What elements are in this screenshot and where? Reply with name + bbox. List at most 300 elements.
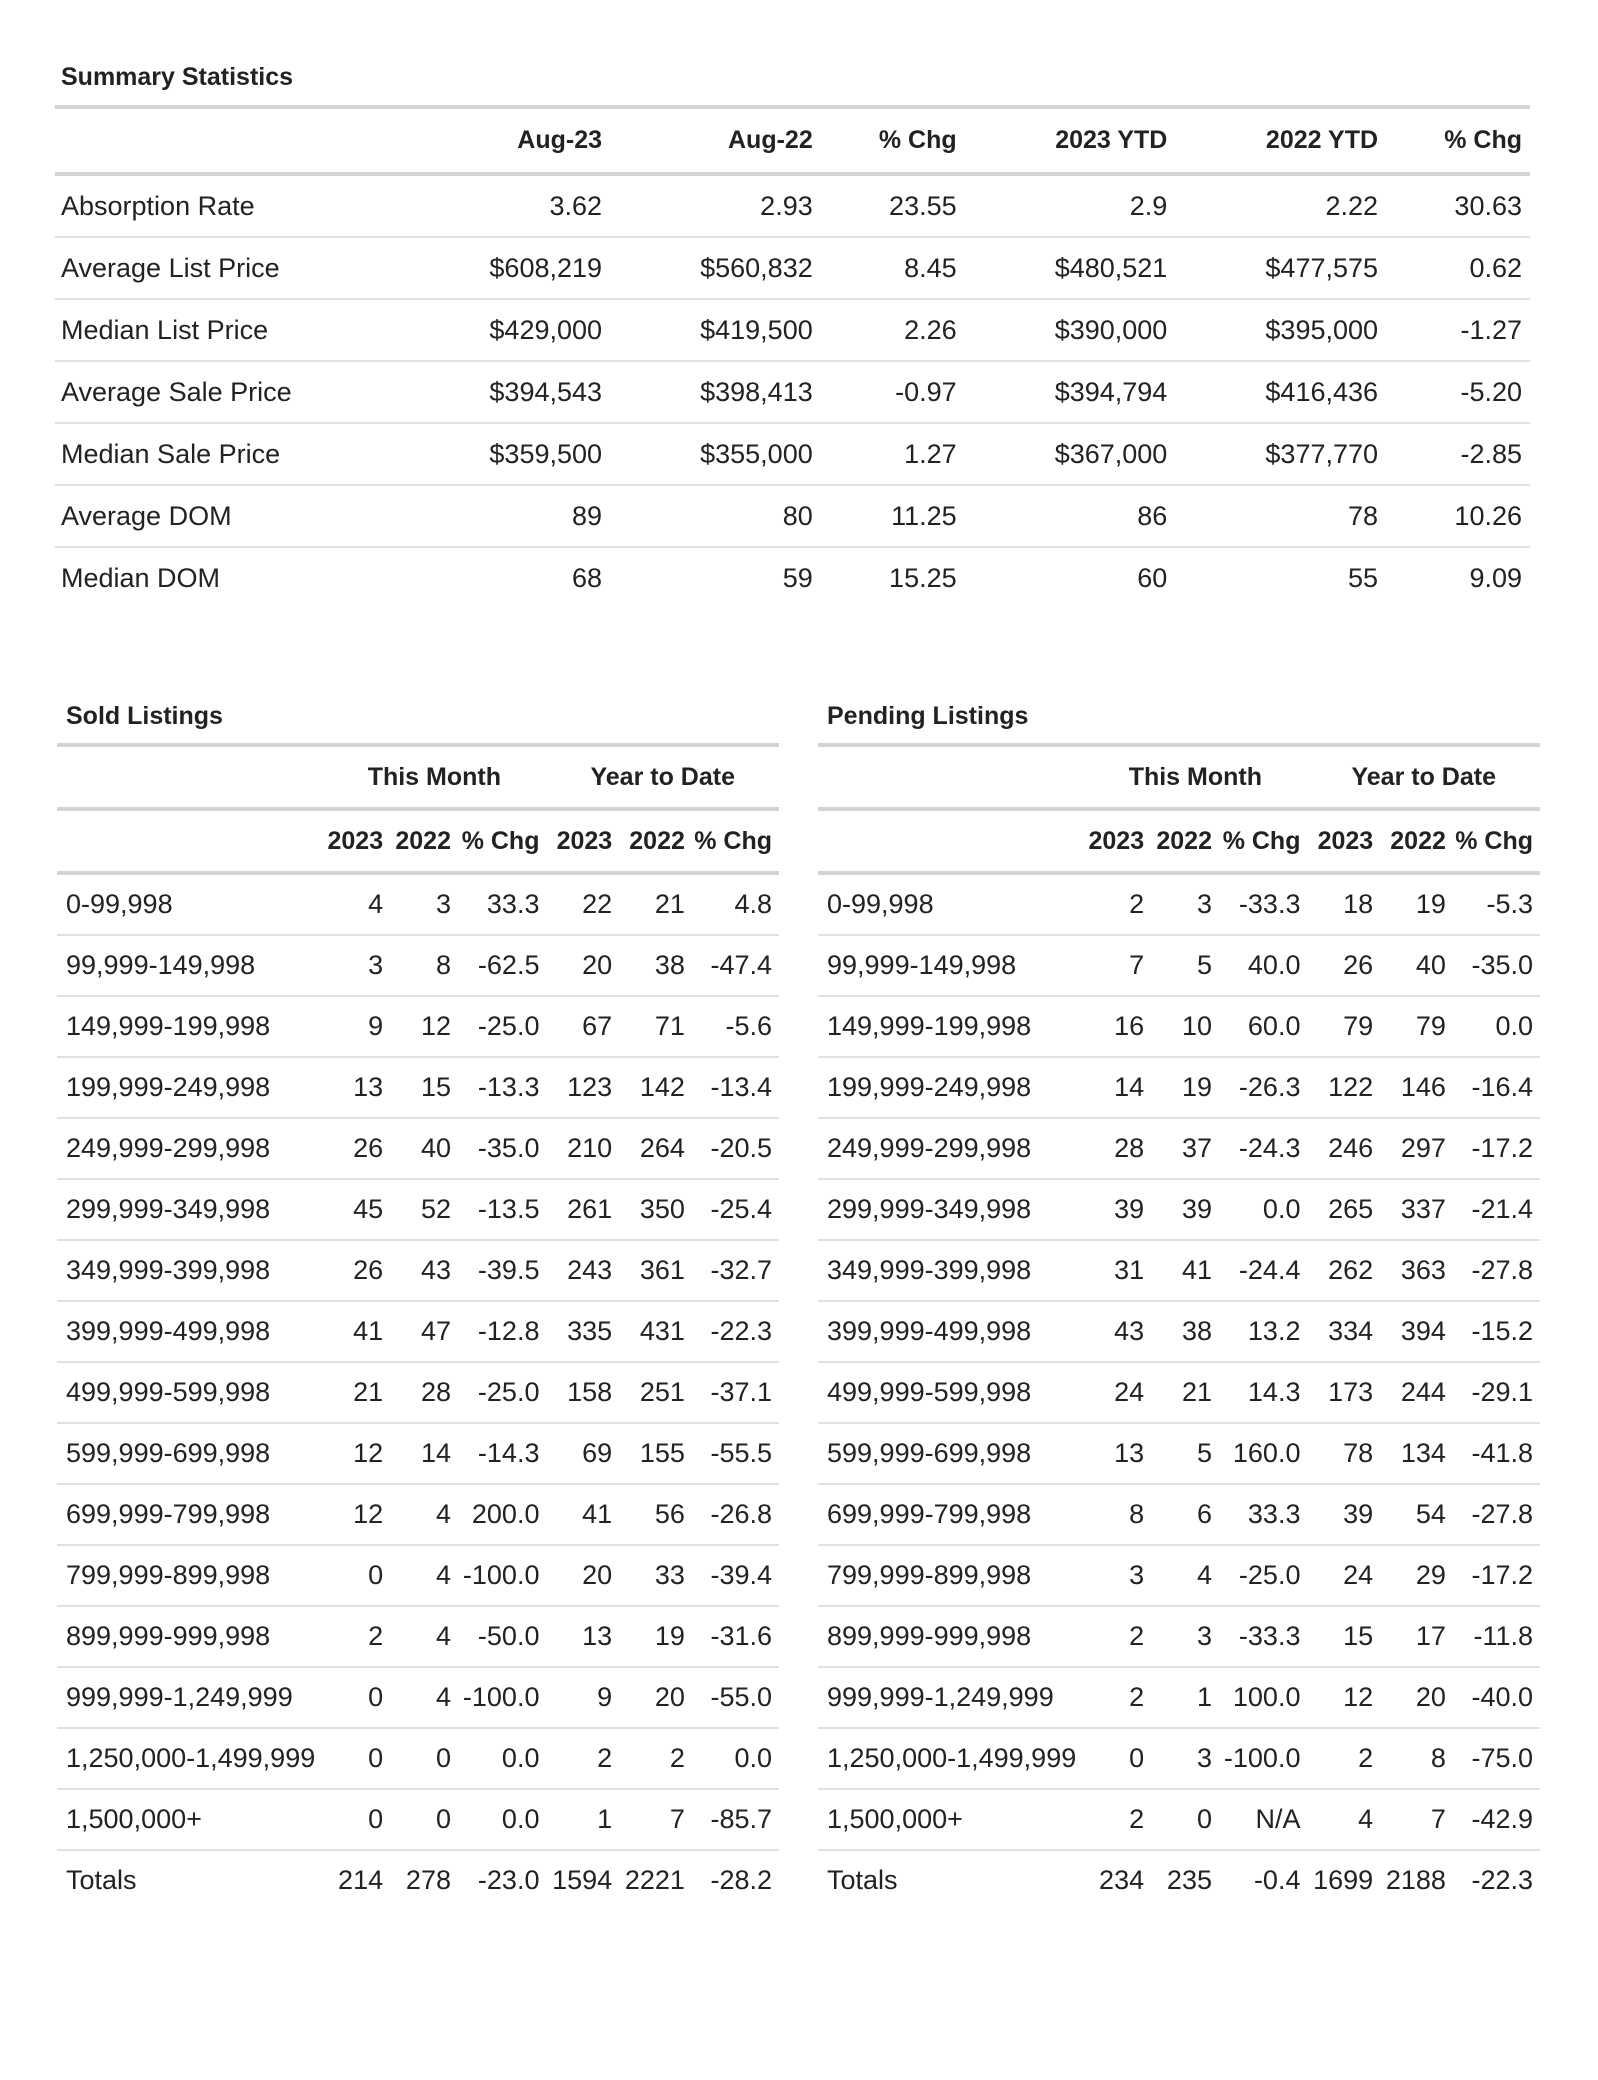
sold-col-header: 2023 xyxy=(322,809,390,873)
sold-cell: 8 xyxy=(390,935,458,996)
sold-row xyxy=(57,873,779,935)
sold-cell: 0 xyxy=(322,1728,390,1789)
pending-cell: 244 xyxy=(1380,1362,1453,1423)
sold-group-row xyxy=(57,745,779,809)
sold-cell: -28.2 xyxy=(710,1865,772,1895)
sold-row-label: 799,999-899,998 xyxy=(57,1545,322,1606)
pending-row-label: 149,999-199,998 xyxy=(818,996,1083,1057)
summary-cell: 23.55 xyxy=(821,174,965,237)
pending-cell: 235 xyxy=(1166,1865,1212,1895)
pending-cell: 234 xyxy=(1099,1865,1145,1895)
summary-cell: $359,500 xyxy=(410,423,610,485)
pending-cell: 39 xyxy=(1151,1179,1219,1240)
sold-cell: -62.5 xyxy=(458,935,546,996)
pending-row-label: 499,999-599,998 xyxy=(818,1362,1083,1423)
sold-cell: 361 xyxy=(619,1240,692,1301)
summary-header-blank xyxy=(55,107,410,174)
sold-cell: -55.5 xyxy=(692,1423,779,1484)
pending-cell: 24 xyxy=(1307,1545,1380,1606)
pending-cell: 100.0 xyxy=(1219,1667,1307,1728)
pending-row-label: 99,999-149,998 xyxy=(818,935,1083,996)
pending-cell: 21 xyxy=(1151,1362,1219,1423)
sold-cell: -23.0 xyxy=(477,1865,540,1895)
pending-cell: -22.3 xyxy=(1471,1865,1533,1895)
sold-cell: 0.0 xyxy=(692,1728,779,1789)
sold-row-label: 699,999-799,998 xyxy=(57,1484,322,1545)
pending-cell: 394 xyxy=(1380,1301,1453,1362)
summary-statistics-table xyxy=(55,105,1530,608)
sold-cell: -37.1 xyxy=(692,1362,779,1423)
sold-cell: 214 xyxy=(338,1865,384,1895)
pending-cell: 12 xyxy=(1307,1667,1380,1728)
summary-header-row xyxy=(55,107,1530,174)
sold-row xyxy=(57,1667,779,1728)
pending-row xyxy=(818,1789,1540,1850)
pending-cell: 3 xyxy=(1151,1728,1219,1789)
sold-cell: 26 xyxy=(322,1240,390,1301)
summary-cell: -2.85 xyxy=(1386,423,1530,485)
sold-cell: 52 xyxy=(390,1179,458,1240)
sold-cell: 40 xyxy=(390,1118,458,1179)
sold-cell: -20.5 xyxy=(692,1118,779,1179)
sold-row xyxy=(57,1301,779,1362)
summary-cell: $477,575 xyxy=(1175,237,1386,299)
sold-cell: 431 xyxy=(619,1301,692,1362)
pending-cell: 39 xyxy=(1307,1484,1380,1545)
pending-cell: 6 xyxy=(1151,1484,1219,1545)
pending-col-header: % Chg xyxy=(1219,809,1307,873)
pending-cell: 18 xyxy=(1307,873,1380,935)
pending-cell: -16.4 xyxy=(1453,1057,1540,1118)
sold-cell: -50.0 xyxy=(458,1606,546,1667)
sold-cell: 33 xyxy=(619,1545,692,1606)
pending-cell: 13.2 xyxy=(1219,1301,1307,1362)
pending-cell: -21.4 xyxy=(1453,1179,1540,1240)
sold-cell: 123 xyxy=(546,1057,619,1118)
sold-cell: 158 xyxy=(546,1362,619,1423)
pending-listings-title: Pending Listings xyxy=(827,702,1029,730)
pending-header-blank xyxy=(818,809,1083,873)
sold-cell: -25.4 xyxy=(692,1179,779,1240)
sold-row-label: 899,999-999,998 xyxy=(57,1606,322,1667)
sold-col-header: % Chg xyxy=(692,809,779,873)
sold-cell: 21 xyxy=(619,873,692,935)
sold-cell: -100.0 xyxy=(458,1667,546,1728)
sold-row-label: 299,999-349,998 xyxy=(57,1179,322,1240)
sold-cell: 9 xyxy=(322,996,390,1057)
sold-cell: 12 xyxy=(322,1423,390,1484)
pending-cell: -24.3 xyxy=(1219,1118,1307,1179)
pending-group-header: This Month xyxy=(1083,745,1307,809)
pending-cell: 38 xyxy=(1151,1301,1219,1362)
pending-cell: 8 xyxy=(1380,1728,1453,1789)
sold-cell: 4 xyxy=(322,873,390,935)
sold-cell: 47 xyxy=(390,1301,458,1362)
sold-cell: -31.6 xyxy=(692,1606,779,1667)
pending-cell: -0.4 xyxy=(1253,1865,1301,1895)
pending-cell: 2 xyxy=(1083,1667,1151,1728)
pending-row xyxy=(818,1240,1540,1301)
pending-cell: 173 xyxy=(1307,1362,1380,1423)
pending-cell: -42.9 xyxy=(1453,1789,1540,1850)
summary-row-label: Median Sale Price xyxy=(55,423,410,485)
summary-row-label: Average DOM xyxy=(55,485,410,547)
summary-cell: 11.25 xyxy=(821,485,965,547)
pending-cell: -17.2 xyxy=(1453,1118,1540,1179)
pending-row xyxy=(818,1606,1540,1667)
pending-cell: 2 xyxy=(1307,1728,1380,1789)
summary-row xyxy=(55,237,1530,299)
sold-cell: 0 xyxy=(390,1789,458,1850)
sold-cell: -47.4 xyxy=(692,935,779,996)
sold-cell: 1 xyxy=(546,1789,619,1850)
pending-cell: 14 xyxy=(1083,1057,1151,1118)
summary-row-label: Absorption Rate xyxy=(55,174,410,237)
sold-row-label: 1,500,000+ xyxy=(57,1789,322,1850)
pending-cell: 4 xyxy=(1307,1789,1380,1850)
sold-cell: -5.6 xyxy=(692,996,779,1057)
pending-cell: 54 xyxy=(1380,1484,1453,1545)
sold-cell: -39.5 xyxy=(458,1240,546,1301)
sold-col-header: 2023 xyxy=(546,809,619,873)
sold-row-label: 249,999-299,998 xyxy=(57,1118,322,1179)
pending-cell: 39 xyxy=(1083,1179,1151,1240)
pending-cell: N/A xyxy=(1219,1789,1307,1850)
sold-row-label: 1,250,000-1,499,999 xyxy=(57,1728,322,1789)
sold-cell: 12 xyxy=(390,996,458,1057)
pending-row xyxy=(818,1179,1540,1240)
pending-row xyxy=(818,1362,1540,1423)
sold-cell: 3 xyxy=(322,935,390,996)
sold-cell: -13.5 xyxy=(458,1179,546,1240)
sold-header-blank xyxy=(57,809,322,873)
sold-cell: 56 xyxy=(619,1484,692,1545)
sold-cell: 21 xyxy=(322,1362,390,1423)
pending-cell: 33.3 xyxy=(1219,1484,1307,1545)
sold-cell: 15 xyxy=(390,1057,458,1118)
pending-cell: 15 xyxy=(1307,1606,1380,1667)
pending-cell: -17.2 xyxy=(1453,1545,1540,1606)
summary-cell: 10.26 xyxy=(1386,485,1530,547)
pending-cell: 26 xyxy=(1307,935,1380,996)
pending-cell: 19 xyxy=(1380,873,1453,935)
sold-row xyxy=(57,1118,779,1179)
sold-cell: 4 xyxy=(390,1484,458,1545)
sold-row xyxy=(57,1728,779,1789)
sold-cell: 0 xyxy=(322,1789,390,1850)
sold-cell: 12 xyxy=(322,1484,390,1545)
pending-row xyxy=(818,1057,1540,1118)
pending-totals-row xyxy=(818,1850,1540,1910)
sold-cell: 13 xyxy=(322,1057,390,1118)
summary-cell: 89 xyxy=(410,485,610,547)
pending-cell: 265 xyxy=(1307,1179,1380,1240)
summary-cell: 2.9 xyxy=(965,174,1176,237)
pending-row-label: 699,999-799,998 xyxy=(818,1484,1083,1545)
summary-col-header: % Chg xyxy=(821,107,965,174)
pending-row xyxy=(818,1484,1540,1545)
pending-row xyxy=(818,1728,1540,1789)
sold-cell: 33.3 xyxy=(458,873,546,935)
summary-col-header: % Chg xyxy=(1386,107,1530,174)
summary-cell: 68 xyxy=(571,562,603,593)
summary-cell: $377,770 xyxy=(1175,423,1386,485)
pending-col-header: 2022 xyxy=(1151,809,1219,873)
pending-row-label: 299,999-349,998 xyxy=(818,1179,1083,1240)
sold-cell: 200.0 xyxy=(458,1484,546,1545)
sold-listings-table xyxy=(57,743,779,1910)
sold-cell: 251 xyxy=(619,1362,692,1423)
sold-col-header: 2022 xyxy=(619,809,692,873)
summary-row xyxy=(55,174,1530,237)
sold-cell: 14 xyxy=(390,1423,458,1484)
sold-cell: 13 xyxy=(546,1606,619,1667)
summary-cell: 80 xyxy=(610,485,821,547)
pending-cell: 134 xyxy=(1380,1423,1453,1484)
sold-cell: 264 xyxy=(619,1118,692,1179)
pending-cell: 14.3 xyxy=(1219,1362,1307,1423)
pending-cell: -5.3 xyxy=(1453,873,1540,935)
pending-cell: 1 xyxy=(1151,1667,1219,1728)
pending-row-label: 599,999-699,998 xyxy=(818,1423,1083,1484)
sold-cell: 278 xyxy=(405,1865,451,1895)
summary-cell: $398,413 xyxy=(610,361,821,423)
sold-cell: -25.0 xyxy=(458,1362,546,1423)
sold-row-label: 499,999-599,998 xyxy=(57,1362,322,1423)
pending-cell: 10 xyxy=(1151,996,1219,1057)
pending-cell: 0.0 xyxy=(1219,1179,1307,1240)
sold-listings-title: Sold Listings xyxy=(66,702,223,730)
sold-cell: -25.0 xyxy=(458,996,546,1057)
sold-cell: 19 xyxy=(619,1606,692,1667)
pending-row-label: Totals xyxy=(827,1865,898,1895)
pending-cell: 13 xyxy=(1083,1423,1151,1484)
pending-col-header: 2022 xyxy=(1380,809,1453,873)
sold-row-label: 599,999-699,998 xyxy=(57,1423,322,1484)
summary-row xyxy=(55,485,1530,547)
summary-cell: 86 xyxy=(965,485,1176,547)
summary-row xyxy=(55,299,1530,361)
sold-cell: 20 xyxy=(619,1667,692,1728)
sold-cell: 0.0 xyxy=(458,1728,546,1789)
sold-cell: 0 xyxy=(390,1728,458,1789)
pending-cell: 0 xyxy=(1151,1789,1219,1850)
pending-cell: -33.3 xyxy=(1219,873,1307,935)
sold-cell: 335 xyxy=(546,1301,619,1362)
sold-row xyxy=(57,996,779,1057)
pending-cell: 4 xyxy=(1151,1545,1219,1606)
summary-cell: $419,500 xyxy=(610,299,821,361)
pending-row-label: 399,999-499,998 xyxy=(818,1301,1083,1362)
summary-cell: 78 xyxy=(1175,485,1386,547)
pending-cell: 60.0 xyxy=(1219,996,1307,1057)
pending-cell: 19 xyxy=(1151,1057,1219,1118)
pending-row-label: 1,500,000+ xyxy=(818,1789,1083,1850)
summary-cell: $608,219 xyxy=(410,237,610,299)
pending-cell: -33.3 xyxy=(1219,1606,1307,1667)
sold-cell: -12.8 xyxy=(458,1301,546,1362)
pending-cell: -11.8 xyxy=(1453,1606,1540,1667)
sold-cell: 0.0 xyxy=(458,1789,546,1850)
pending-row-label: 249,999-299,998 xyxy=(818,1118,1083,1179)
summary-cell: $560,832 xyxy=(610,237,821,299)
summary-cell: 2.22 xyxy=(1175,174,1386,237)
summary-col-header: Aug-22 xyxy=(610,107,821,174)
sold-cell: -13.4 xyxy=(692,1057,779,1118)
pending-cell: 246 xyxy=(1307,1118,1380,1179)
summary-cell: 9.09 xyxy=(1469,562,1522,593)
pending-cell: 28 xyxy=(1083,1118,1151,1179)
sold-row-label: 399,999-499,998 xyxy=(57,1301,322,1362)
sold-cell: -32.7 xyxy=(692,1240,779,1301)
sold-cell: 4 xyxy=(390,1667,458,1728)
sold-cell: 41 xyxy=(322,1301,390,1362)
pending-cell: 16 xyxy=(1083,996,1151,1057)
sold-cell: -22.3 xyxy=(692,1301,779,1362)
summary-cell: $429,000 xyxy=(410,299,610,361)
sold-cell: 26 xyxy=(322,1118,390,1179)
pending-cell: 40.0 xyxy=(1219,935,1307,996)
sold-row xyxy=(57,935,779,996)
pending-cell: -24.4 xyxy=(1219,1240,1307,1301)
summary-col-header: 2022 YTD xyxy=(1175,107,1386,174)
pending-row-label: 1,250,000-1,499,999 xyxy=(818,1728,1083,1789)
pending-header-row xyxy=(818,809,1540,873)
pending-row xyxy=(818,873,1540,935)
sold-cell: -14.3 xyxy=(458,1423,546,1484)
summary-row-label: Median DOM xyxy=(61,562,221,593)
sold-header-row xyxy=(57,809,779,873)
sold-col-header: 2022 xyxy=(390,809,458,873)
pending-group-header: Year to Date xyxy=(1307,745,1540,809)
pending-row-label: 199,999-249,998 xyxy=(818,1057,1083,1118)
summary-row-label: Median List Price xyxy=(55,299,410,361)
sold-row-label: Totals xyxy=(66,1865,137,1895)
pending-cell: -29.1 xyxy=(1453,1362,1540,1423)
pending-row-label: 0-99,998 xyxy=(818,873,1083,935)
summary-cell: -1.27 xyxy=(1386,299,1530,361)
sold-cell: 2 xyxy=(619,1728,692,1789)
pending-cell: 337 xyxy=(1380,1179,1453,1240)
pending-cell: 24 xyxy=(1083,1362,1151,1423)
summary-row-label: Average List Price xyxy=(55,237,410,299)
sold-row xyxy=(57,1423,779,1484)
pending-cell: 17 xyxy=(1380,1606,1453,1667)
sold-cell: 261 xyxy=(546,1179,619,1240)
summary-cell: 59 xyxy=(782,562,813,593)
sold-row xyxy=(57,1362,779,1423)
sold-cell: 38 xyxy=(619,935,692,996)
sold-cell: 43 xyxy=(390,1240,458,1301)
pending-cell: 40 xyxy=(1380,935,1453,996)
summary-cell: $390,000 xyxy=(965,299,1176,361)
sold-row xyxy=(57,1057,779,1118)
pending-cell: -41.8 xyxy=(1453,1423,1540,1484)
sold-cell: 45 xyxy=(322,1179,390,1240)
sold-cell: 2221 xyxy=(624,1865,685,1895)
sold-group-blank xyxy=(57,745,322,809)
sold-cell: 4.8 xyxy=(692,873,779,935)
pending-cell: -25.0 xyxy=(1219,1545,1307,1606)
pending-cell: -40.0 xyxy=(1453,1667,1540,1728)
pending-cell: 262 xyxy=(1307,1240,1380,1301)
sold-row xyxy=(57,1789,779,1850)
summary-cell: 30.63 xyxy=(1386,174,1530,237)
sold-row-label: 149,999-199,998 xyxy=(57,996,322,1057)
summary-cell: $480,521 xyxy=(965,237,1176,299)
pending-cell: 7 xyxy=(1083,935,1151,996)
pending-col-header: % Chg xyxy=(1453,809,1540,873)
sold-cell: 20 xyxy=(546,1545,619,1606)
sold-cell: 20 xyxy=(546,935,619,996)
pending-cell: 1699 xyxy=(1313,1865,1374,1895)
pending-col-header: 2023 xyxy=(1083,809,1151,873)
pending-cell: 79 xyxy=(1307,996,1380,1057)
summary-row xyxy=(55,361,1530,423)
pending-row-label: 349,999-399,998 xyxy=(818,1240,1083,1301)
summary-cell: $355,000 xyxy=(610,423,821,485)
summary-cell: $394,794 xyxy=(965,361,1176,423)
pending-row xyxy=(818,1545,1540,1606)
summary-statistics-title: Summary Statistics xyxy=(61,63,294,91)
pending-cell: 78 xyxy=(1307,1423,1380,1484)
sold-cell: 7 xyxy=(619,1789,692,1850)
pending-row xyxy=(818,1118,1540,1179)
summary-cell: 1.27 xyxy=(821,423,965,485)
summary-col-header: Aug-23 xyxy=(410,107,610,174)
summary-col-header: 2023 YTD xyxy=(965,107,1176,174)
pending-cell: 297 xyxy=(1380,1118,1453,1179)
pending-cell: -15.2 xyxy=(1453,1301,1540,1362)
summary-cell: $395,000 xyxy=(1175,299,1386,361)
pending-group-row xyxy=(818,745,1540,809)
summary-cell: 15.25 xyxy=(889,562,957,593)
pending-cell: 2 xyxy=(1083,1606,1151,1667)
pending-group-blank xyxy=(818,745,1083,809)
sold-row xyxy=(57,1545,779,1606)
sold-totals-row xyxy=(57,1850,779,1910)
pending-cell: 79 xyxy=(1380,996,1453,1057)
sold-cell: 28 xyxy=(390,1362,458,1423)
pending-cell: -26.3 xyxy=(1219,1057,1307,1118)
pending-cell: 2188 xyxy=(1385,1865,1446,1895)
sold-row-label: 349,999-399,998 xyxy=(57,1240,322,1301)
pending-row xyxy=(818,1667,1540,1728)
pending-cell: 3 xyxy=(1151,873,1219,935)
sold-cell: -100.0 xyxy=(458,1545,546,1606)
summary-cell: 3.62 xyxy=(410,174,610,237)
summary-cell: $394,543 xyxy=(410,361,610,423)
pending-cell: -27.8 xyxy=(1453,1484,1540,1545)
pending-listings-table xyxy=(818,743,1540,1910)
sold-cell: 243 xyxy=(546,1240,619,1301)
summary-cell: 60 xyxy=(1137,562,1168,593)
pending-cell: 122 xyxy=(1307,1057,1380,1118)
pending-cell: -75.0 xyxy=(1453,1728,1540,1789)
summary-cell: 0.62 xyxy=(1386,237,1530,299)
pending-cell: 0.0 xyxy=(1453,996,1540,1057)
summary-cell: -5.20 xyxy=(1386,361,1530,423)
sold-row xyxy=(57,1240,779,1301)
pending-cell: -100.0 xyxy=(1219,1728,1307,1789)
sold-cell: -13.3 xyxy=(458,1057,546,1118)
sold-cell: 41 xyxy=(546,1484,619,1545)
pending-col-header: 2023 xyxy=(1307,809,1380,873)
sold-cell: 69 xyxy=(546,1423,619,1484)
sold-cell: 22 xyxy=(546,873,619,935)
summary-cell: -0.97 xyxy=(821,361,965,423)
summary-row xyxy=(55,547,1530,608)
